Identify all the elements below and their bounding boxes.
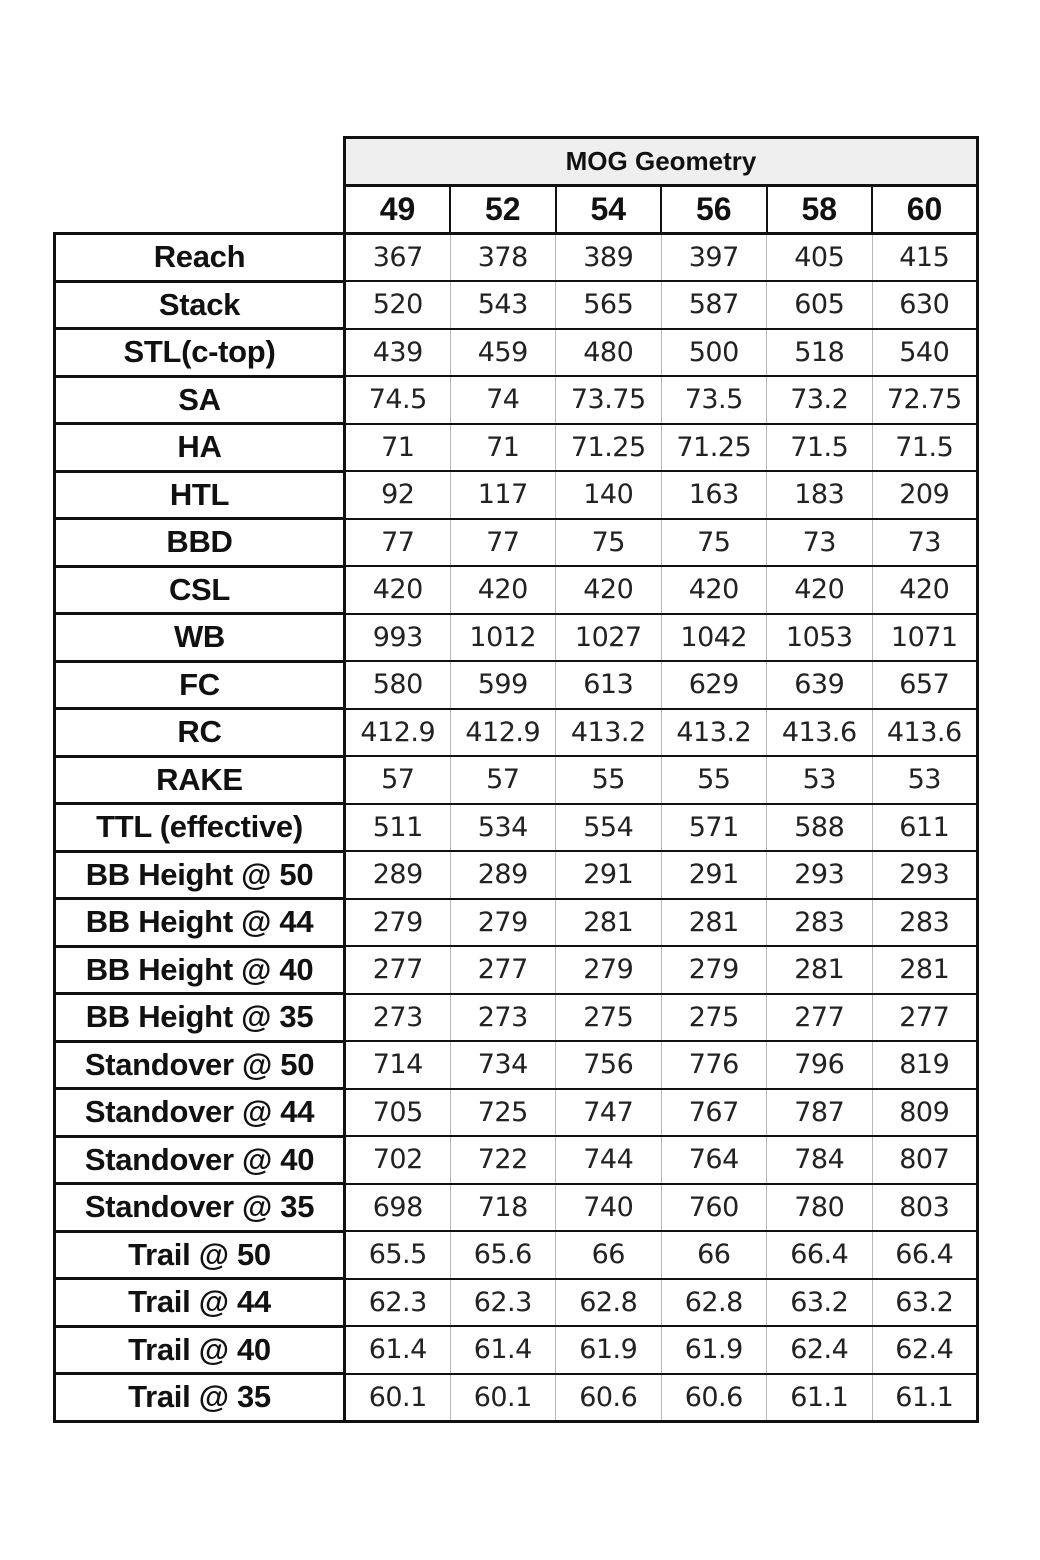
value-cell: 60.1 — [450, 1374, 556, 1422]
size-header-54: 54 — [556, 186, 662, 234]
table-row — [55, 424, 978, 472]
value-cell: 73 — [872, 519, 978, 567]
value-cell: 277 — [872, 994, 978, 1042]
value-cell: 420 — [661, 566, 767, 614]
geometry-table — [53, 136, 979, 1423]
value-cell: 77 — [345, 519, 451, 567]
row-label: RC — [55, 709, 345, 757]
value-cell: 397 — [661, 234, 767, 282]
row-label: Trail @ 44 — [55, 1279, 345, 1327]
value-cell: 405 — [767, 234, 873, 282]
value-cell: 66.4 — [767, 1231, 873, 1279]
table-body — [55, 234, 978, 1422]
value-cell: 780 — [767, 1184, 873, 1232]
value-cell: 389 — [556, 234, 662, 282]
value-cell: 993 — [345, 614, 451, 662]
value-cell: 53 — [767, 756, 873, 804]
value-cell: 92 — [345, 471, 451, 519]
value-cell: 565 — [556, 281, 662, 329]
value-cell: 60.1 — [345, 1374, 451, 1422]
value-cell: 61.4 — [345, 1326, 451, 1374]
value-cell: 61.9 — [661, 1326, 767, 1374]
value-cell: 291 — [556, 851, 662, 899]
value-cell: 57 — [345, 756, 451, 804]
value-cell: 412.9 — [345, 709, 451, 757]
size-header-row — [55, 186, 978, 234]
value-cell: 61.1 — [767, 1374, 873, 1422]
value-cell: 518 — [767, 329, 873, 377]
table-row — [55, 1184, 978, 1232]
row-label: Trail @ 35 — [55, 1374, 345, 1422]
table-row — [55, 1326, 978, 1374]
value-cell: 1071 — [872, 614, 978, 662]
row-label: BB Height @ 50 — [55, 851, 345, 899]
value-cell: 722 — [450, 1136, 556, 1184]
value-cell: 630 — [872, 281, 978, 329]
row-label: BB Height @ 44 — [55, 899, 345, 947]
row-label: BBD — [55, 519, 345, 567]
table-row — [55, 614, 978, 662]
value-cell: 520 — [345, 281, 451, 329]
value-cell: 71.25 — [661, 424, 767, 472]
value-cell: 725 — [450, 1089, 556, 1137]
value-cell: 74 — [450, 376, 556, 424]
value-cell: 1027 — [556, 614, 662, 662]
value-cell: 764 — [661, 1136, 767, 1184]
value-cell: 61.1 — [872, 1374, 978, 1422]
value-cell: 819 — [872, 1041, 978, 1089]
value-cell: 281 — [556, 899, 662, 947]
value-cell: 480 — [556, 329, 662, 377]
value-cell: 277 — [767, 994, 873, 1042]
value-cell: 554 — [556, 804, 662, 852]
value-cell: 277 — [450, 946, 556, 994]
table-row — [55, 1041, 978, 1089]
value-cell: 588 — [767, 804, 873, 852]
value-cell: 74.5 — [345, 376, 451, 424]
value-cell: 718 — [450, 1184, 556, 1232]
value-cell: 291 — [661, 851, 767, 899]
title-row — [55, 138, 978, 186]
table-row — [55, 1279, 978, 1327]
value-cell: 66 — [556, 1231, 662, 1279]
value-cell: 61.9 — [556, 1326, 662, 1374]
value-cell: 75 — [661, 519, 767, 567]
value-cell: 378 — [450, 234, 556, 282]
table-row — [55, 1136, 978, 1184]
row-label: RAKE — [55, 756, 345, 804]
value-cell: 803 — [872, 1184, 978, 1232]
table-row — [55, 1089, 978, 1137]
value-cell: 639 — [767, 661, 873, 709]
value-cell: 439 — [345, 329, 451, 377]
table-row — [55, 709, 978, 757]
value-cell: 72.75 — [872, 376, 978, 424]
value-cell: 420 — [556, 566, 662, 614]
value-cell: 705 — [345, 1089, 451, 1137]
value-cell: 279 — [661, 946, 767, 994]
value-cell: 415 — [872, 234, 978, 282]
value-cell: 55 — [661, 756, 767, 804]
value-cell: 413.6 — [767, 709, 873, 757]
value-cell: 784 — [767, 1136, 873, 1184]
value-cell: 698 — [345, 1184, 451, 1232]
value-cell: 293 — [872, 851, 978, 899]
value-cell: 66.4 — [872, 1231, 978, 1279]
value-cell: 580 — [345, 661, 451, 709]
size-header-52: 52 — [450, 186, 556, 234]
value-cell: 63.2 — [767, 1279, 873, 1327]
table-row — [55, 994, 978, 1042]
row-label: WB — [55, 614, 345, 662]
value-cell: 543 — [450, 281, 556, 329]
value-cell: 71.5 — [767, 424, 873, 472]
size-header-60: 60 — [872, 186, 978, 234]
table-row — [55, 519, 978, 567]
value-cell: 760 — [661, 1184, 767, 1232]
table-row — [55, 376, 978, 424]
row-label: Trail @ 50 — [55, 1231, 345, 1279]
value-cell: 540 — [872, 329, 978, 377]
value-cell: 55 — [556, 756, 662, 804]
value-cell: 163 — [661, 471, 767, 519]
value-cell: 734 — [450, 1041, 556, 1089]
value-cell: 71.5 — [872, 424, 978, 472]
value-cell: 73.75 — [556, 376, 662, 424]
value-cell: 283 — [872, 899, 978, 947]
size-header-58: 58 — [767, 186, 873, 234]
value-cell: 293 — [767, 851, 873, 899]
row-label: Stack — [55, 281, 345, 329]
value-cell: 61.4 — [450, 1326, 556, 1374]
row-label: Standover @ 50 — [55, 1041, 345, 1089]
table-row — [55, 804, 978, 852]
value-cell: 787 — [767, 1089, 873, 1137]
value-cell: 62.4 — [767, 1326, 873, 1374]
table-row — [55, 281, 978, 329]
table-title: MOG Geometry — [345, 138, 978, 186]
value-cell: 420 — [767, 566, 873, 614]
value-cell: 62.3 — [450, 1279, 556, 1327]
value-cell: 767 — [661, 1089, 767, 1137]
value-cell: 57 — [450, 756, 556, 804]
size-header-49: 49 — [345, 186, 451, 234]
value-cell: 275 — [661, 994, 767, 1042]
value-cell: 65.5 — [345, 1231, 451, 1279]
value-cell: 611 — [872, 804, 978, 852]
value-cell: 73.5 — [661, 376, 767, 424]
value-cell: 413.6 — [872, 709, 978, 757]
table-row — [55, 566, 978, 614]
blank-corner-cell — [55, 186, 345, 234]
value-cell: 273 — [450, 994, 556, 1042]
value-cell: 275 — [556, 994, 662, 1042]
value-cell: 66 — [661, 1231, 767, 1279]
value-cell: 599 — [450, 661, 556, 709]
value-cell: 587 — [661, 281, 767, 329]
value-cell: 183 — [767, 471, 873, 519]
value-cell: 71 — [345, 424, 451, 472]
table-row — [55, 946, 978, 994]
value-cell: 279 — [556, 946, 662, 994]
value-cell: 53 — [872, 756, 978, 804]
value-cell: 281 — [872, 946, 978, 994]
value-cell: 73.2 — [767, 376, 873, 424]
table-row — [55, 234, 978, 282]
value-cell: 281 — [767, 946, 873, 994]
value-cell: 420 — [345, 566, 451, 614]
table-row — [55, 471, 978, 519]
value-cell: 367 — [345, 234, 451, 282]
value-cell: 613 — [556, 661, 662, 709]
table-row — [55, 851, 978, 899]
value-cell: 629 — [661, 661, 767, 709]
value-cell: 413.2 — [556, 709, 662, 757]
row-label: Standover @ 35 — [55, 1184, 345, 1232]
row-label: Standover @ 44 — [55, 1089, 345, 1137]
row-label: FC — [55, 661, 345, 709]
value-cell: 796 — [767, 1041, 873, 1089]
table-row — [55, 661, 978, 709]
row-label: CSL — [55, 566, 345, 614]
row-label: HA — [55, 424, 345, 472]
value-cell: 413.2 — [661, 709, 767, 757]
value-cell: 702 — [345, 1136, 451, 1184]
value-cell: 279 — [450, 899, 556, 947]
row-label: Reach — [55, 234, 345, 282]
value-cell: 500 — [661, 329, 767, 377]
row-label: Standover @ 40 — [55, 1136, 345, 1184]
value-cell: 140 — [556, 471, 662, 519]
value-cell: 289 — [450, 851, 556, 899]
value-cell: 534 — [450, 804, 556, 852]
value-cell: 209 — [872, 471, 978, 519]
value-cell: 71 — [450, 424, 556, 472]
value-cell: 77 — [450, 519, 556, 567]
table-row — [55, 899, 978, 947]
value-cell: 62.3 — [345, 1279, 451, 1327]
value-cell: 744 — [556, 1136, 662, 1184]
value-cell: 283 — [767, 899, 873, 947]
value-cell: 117 — [450, 471, 556, 519]
value-cell: 605 — [767, 281, 873, 329]
size-header-56: 56 — [661, 186, 767, 234]
value-cell: 420 — [872, 566, 978, 614]
value-cell: 277 — [345, 946, 451, 994]
row-label: Trail @ 40 — [55, 1326, 345, 1374]
row-label: SA — [55, 376, 345, 424]
value-cell: 73 — [767, 519, 873, 567]
row-label: BB Height @ 40 — [55, 946, 345, 994]
table-row — [55, 756, 978, 804]
value-cell: 62.8 — [556, 1279, 662, 1327]
value-cell: 62.8 — [661, 1279, 767, 1327]
value-cell: 412.9 — [450, 709, 556, 757]
value-cell: 511 — [345, 804, 451, 852]
value-cell: 60.6 — [556, 1374, 662, 1422]
value-cell: 63.2 — [872, 1279, 978, 1327]
value-cell: 62.4 — [872, 1326, 978, 1374]
table-row — [55, 1231, 978, 1279]
value-cell: 459 — [450, 329, 556, 377]
row-label: STL(c-top) — [55, 329, 345, 377]
table-row — [55, 1374, 978, 1422]
value-cell: 571 — [661, 804, 767, 852]
value-cell: 420 — [450, 566, 556, 614]
row-label: TTL (effective) — [55, 804, 345, 852]
table-row — [55, 329, 978, 377]
value-cell: 1012 — [450, 614, 556, 662]
value-cell: 1053 — [767, 614, 873, 662]
value-cell: 281 — [661, 899, 767, 947]
value-cell: 809 — [872, 1089, 978, 1137]
value-cell: 75 — [556, 519, 662, 567]
value-cell: 756 — [556, 1041, 662, 1089]
value-cell: 657 — [872, 661, 978, 709]
row-label: BB Height @ 35 — [55, 994, 345, 1042]
value-cell: 71.25 — [556, 424, 662, 472]
value-cell: 60.6 — [661, 1374, 767, 1422]
value-cell: 776 — [661, 1041, 767, 1089]
value-cell: 273 — [345, 994, 451, 1042]
value-cell: 289 — [345, 851, 451, 899]
value-cell: 714 — [345, 1041, 451, 1089]
value-cell: 747 — [556, 1089, 662, 1137]
blank-corner-cell — [55, 138, 345, 186]
value-cell: 807 — [872, 1136, 978, 1184]
value-cell: 279 — [345, 899, 451, 947]
value-cell: 65.6 — [450, 1231, 556, 1279]
value-cell: 740 — [556, 1184, 662, 1232]
row-label: HTL — [55, 471, 345, 519]
value-cell: 1042 — [661, 614, 767, 662]
